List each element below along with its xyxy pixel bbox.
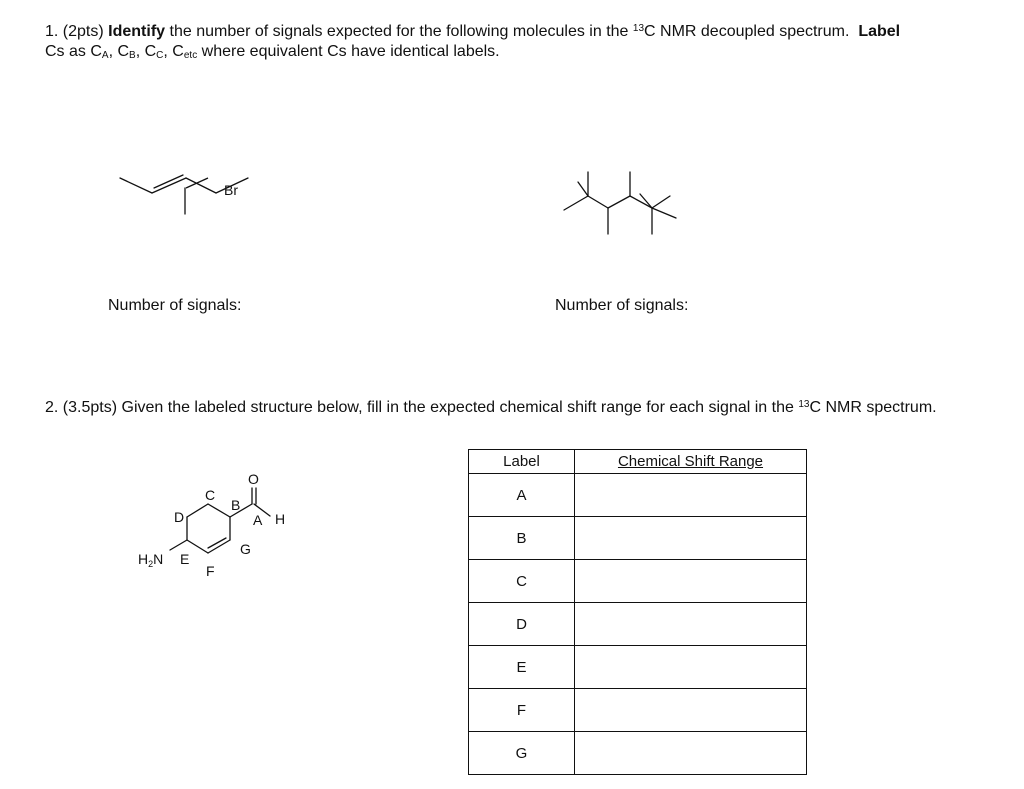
table-row xyxy=(469,517,807,560)
q2-points: (3.5pts) xyxy=(62,399,118,416)
header-chemical-shift-range: Chemical Shift Range xyxy=(575,450,807,474)
label-b: B xyxy=(231,497,241,513)
molecule-1-signals-label: Number of signals: xyxy=(108,297,242,314)
chemical-shift-table xyxy=(468,449,807,775)
double-bond-outer xyxy=(152,178,186,193)
table-header-row xyxy=(469,450,807,474)
molecule-2-structure xyxy=(560,170,680,240)
row-label: E xyxy=(469,646,575,689)
range-cell[interactable] xyxy=(575,560,807,603)
q2-isotope-mass: 13 xyxy=(798,399,810,410)
table-row xyxy=(469,732,807,775)
q1-number: 1. xyxy=(45,23,59,40)
label-f: F xyxy=(206,563,215,579)
carbon-a: $C_A$ xyxy=(90,43,109,61)
carbon-etc: $C_{etc}$ xyxy=(172,43,198,61)
q1-label-emphasis: Label xyxy=(858,23,901,40)
label-e: E xyxy=(180,551,190,567)
ring-bond-c-b xyxy=(208,504,230,517)
carbon-c: $C_C$ xyxy=(144,43,164,61)
row-label: A xyxy=(469,474,575,517)
header-label: Label xyxy=(469,450,575,474)
range-cell[interactable] xyxy=(575,732,807,775)
amine-bond xyxy=(170,540,187,550)
molecule-2-signals-label: Number of signals: xyxy=(555,297,689,314)
q1-emphasis: Identify xyxy=(108,23,166,40)
question-1-prompt: 1. (2pts) Identify the number of signals expected for the following molecules in the $^{13}$C NMR decoupled spectrum. Label Cs as $C_A$, $C_B$, $C_C$, $C_{etc}$ where equivalent Cs have identical labels. xyxy=(45,23,901,61)
oxygen-atom: O xyxy=(248,471,259,487)
q1-points: (2pts) xyxy=(62,23,104,40)
range-cell[interactable] xyxy=(575,517,807,560)
bond xyxy=(120,178,152,193)
q1-text-part1: the number of signals expected for the following molecules in the xyxy=(169,23,629,40)
q1-text-part3: Cs as xyxy=(45,43,86,60)
range-cell[interactable] xyxy=(575,689,807,732)
table-row xyxy=(469,560,807,603)
ring-bond-d-c xyxy=(187,504,208,517)
amine-group: $H_2N$ xyxy=(138,551,164,569)
row-label: D xyxy=(469,603,575,646)
range-cell[interactable] xyxy=(575,474,807,517)
aldehyde-hydrogen: H xyxy=(275,511,286,527)
label-c: C xyxy=(205,487,216,503)
q1-text-part4: where equivalent Cs have identical labels. xyxy=(201,43,500,60)
ring-bond-f-e xyxy=(187,540,208,553)
q1-isotope-mass: 13 xyxy=(632,23,645,34)
label-g: G xyxy=(240,541,251,557)
row-label: F xyxy=(469,689,575,732)
row-label: B xyxy=(469,517,575,560)
q1-text-part2: C NMR decoupled spectrum. xyxy=(644,23,850,40)
bromine-symbol: Br xyxy=(224,182,238,198)
table-row xyxy=(469,646,807,689)
label-d: D xyxy=(174,509,185,525)
question-2-prompt xyxy=(45,395,1010,418)
range-cell[interactable] xyxy=(575,646,807,689)
q2-text-part1: Given the labeled structure below, fill in the expected chemical shift range for each signal in the xyxy=(121,399,794,416)
q2-number: 2. xyxy=(45,399,59,416)
row-label: C xyxy=(469,560,575,603)
molecule-1-bromine-label xyxy=(222,180,252,200)
ring-double-bond-inner xyxy=(208,538,226,548)
q2-text-part2: C NMR spectrum. xyxy=(809,399,937,416)
carbon-b: $C_B$ xyxy=(117,43,136,61)
range-cell[interactable] xyxy=(575,603,807,646)
table-row xyxy=(469,689,807,732)
labeled-structure xyxy=(130,470,300,585)
molecule-1-bromine-bond xyxy=(186,170,226,200)
table-row xyxy=(469,474,807,517)
label-a: A xyxy=(253,512,263,528)
row-label: G xyxy=(469,732,575,775)
table-row xyxy=(469,603,807,646)
